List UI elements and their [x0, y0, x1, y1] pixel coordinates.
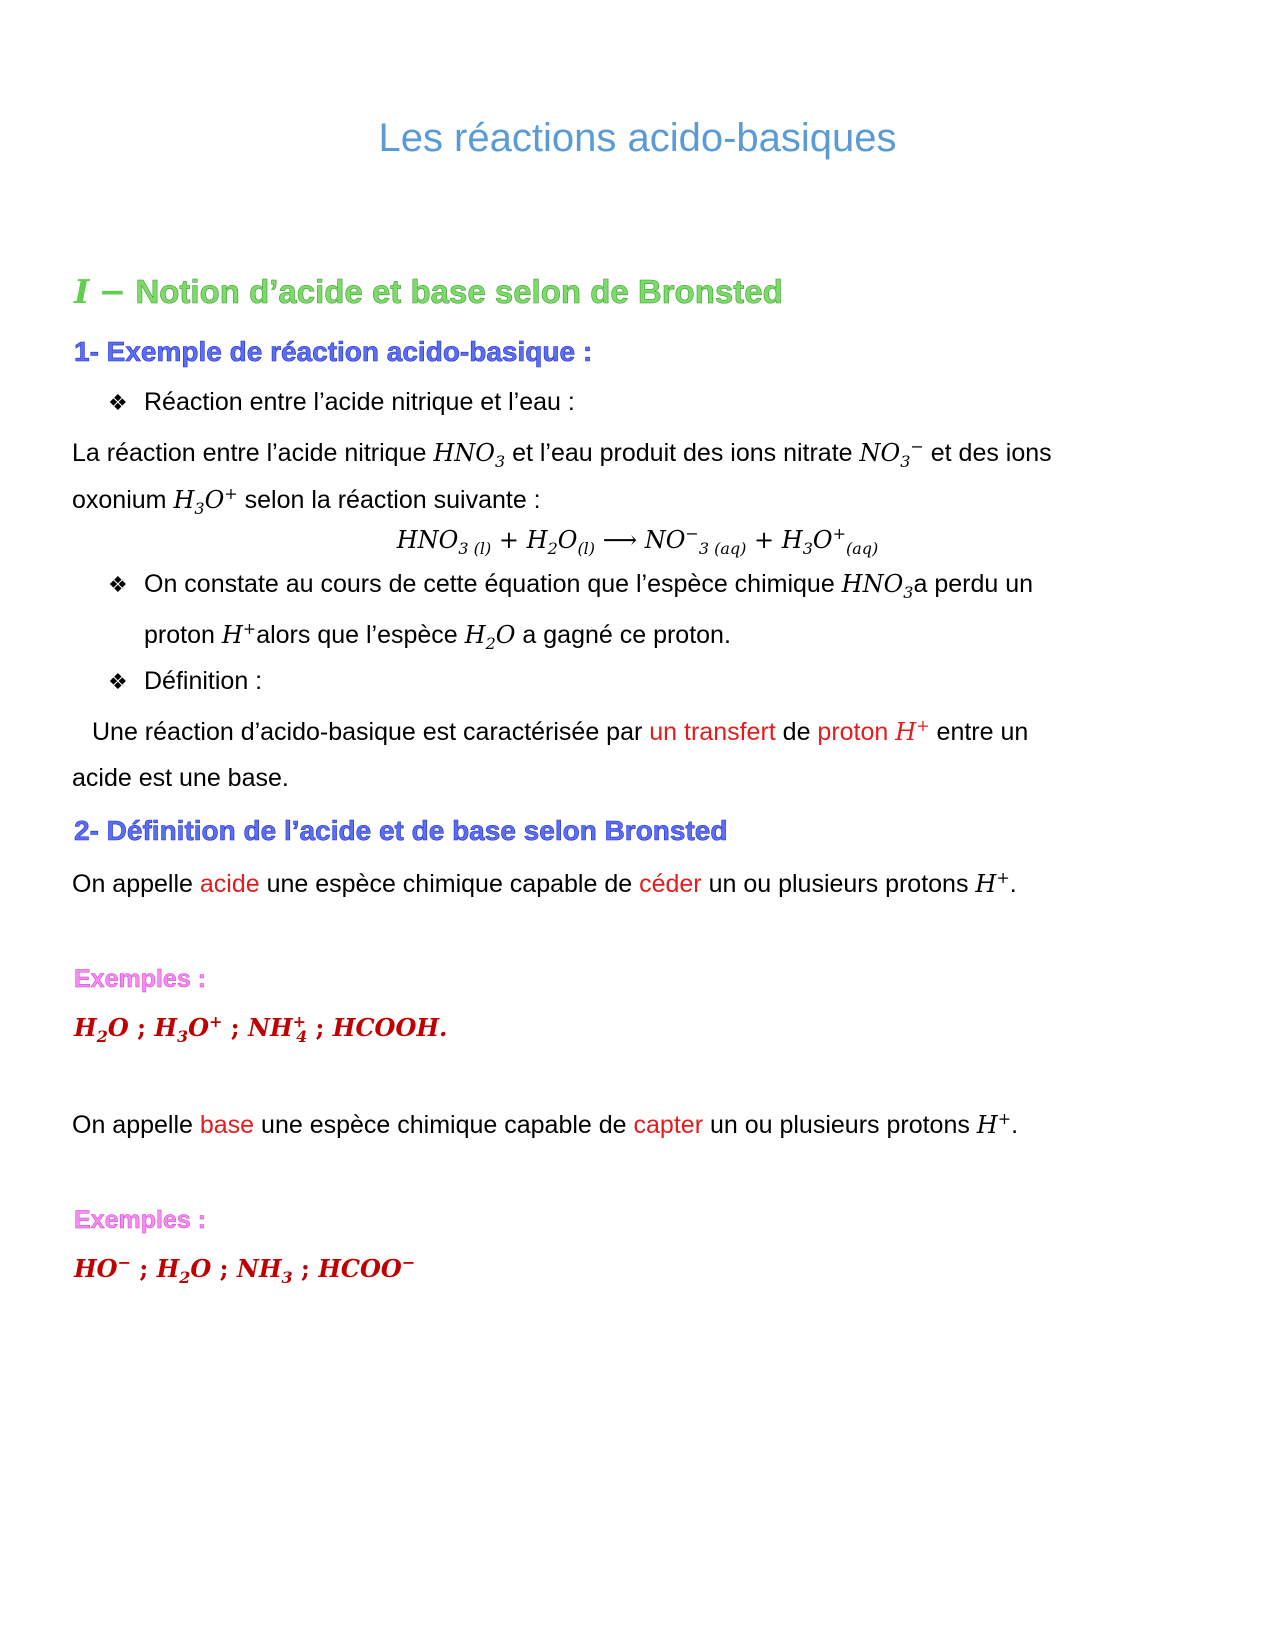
subsection-heading-1: 1- Exemple de réaction acido-basique :: [74, 336, 593, 367]
formula-no3-minus: $NO_3^-$: [859, 437, 924, 471]
reaction-arrow-icon: ⟶: [602, 526, 638, 554]
definition-line-1: Une réaction d’acido-basique est caractérisée par un transfert de proton H+ entre un: [92, 716, 1029, 746]
base-examples: HO− ; $H_2O$ ; $NH_3$ ; HCOO−: [74, 1253, 416, 1287]
heading-dash: −: [98, 272, 127, 311]
formula-h-plus: H+: [221, 619, 257, 649]
acid-definition: On appelle acide une espèce chimique capable de céder un ou plusieurs protons H+.: [72, 868, 1017, 898]
paragraph-line-2: oxonium $H_3O^+$ selon la réaction suivante :: [72, 484, 541, 518]
roman-numeral: I: [74, 272, 90, 311]
bullet-observation-line-2: proton H+alors que l’espèce $H_2O$ a gagné ce proton.: [144, 619, 731, 653]
formula-h2o: $H_2O$: [464, 621, 516, 653]
page-title: Les réactions acido-basiques: [378, 116, 897, 160]
formula-h-plus: H+: [975, 868, 1010, 898]
section-heading-1: [74, 272, 783, 311]
subsection-heading-2: 2- Définition de l’acide et de base selon Bronsted: [74, 815, 728, 846]
formula-h-plus: H+: [976, 1109, 1012, 1139]
diamond-bullet-icon: ❖: [108, 572, 128, 597]
section-heading-text: Notion d’acide et base selon de Bronsted: [135, 273, 783, 310]
formula-h-plus: H+: [895, 716, 930, 746]
examples-label-acid: Exemples :: [74, 965, 207, 993]
bullet-observation: ❖ On constate au cours de cette équation que l’espèce chimique $HNO_3a$ perdu un: [108, 570, 1034, 602]
bullet-definition: ❖ Définition :: [108, 667, 263, 695]
formula-h3o-plus: $H_3O^+$: [173, 484, 238, 518]
acid-examples: $H_2O$ ; $H_3O^+$ ; $NH^+_4$ ; HCOOH.: [74, 1012, 448, 1046]
diamond-bullet-icon: ❖: [108, 390, 128, 415]
reaction-equation: $HNO_{3 (l)} + H_2O_{(l)}$ ⟶ $NO^-_{3 (aq)} + H_3O^+_{(aq)}$: [396, 524, 879, 558]
examples-label-base: Exemples :: [74, 1206, 207, 1234]
formula-hno3: $HNO_3$: [433, 439, 506, 471]
diamond-bullet-icon: ❖: [108, 669, 128, 694]
base-definition: On appelle base une espèce chimique capable de capter un ou plusieurs protons H+.: [72, 1109, 1019, 1139]
bullet-reaction: ❖ Réaction entre l’acide nitrique et l’eau :: [108, 388, 575, 416]
definition-line-2: acide est une base.: [72, 764, 289, 792]
formula-hno3: $HNO_3$: [841, 570, 914, 602]
paragraph-line-1: La réaction entre l’acide nitrique $HNO_3$ et l’eau produit des ions nitrate $NO_3^-$ et des ions: [72, 437, 1052, 471]
